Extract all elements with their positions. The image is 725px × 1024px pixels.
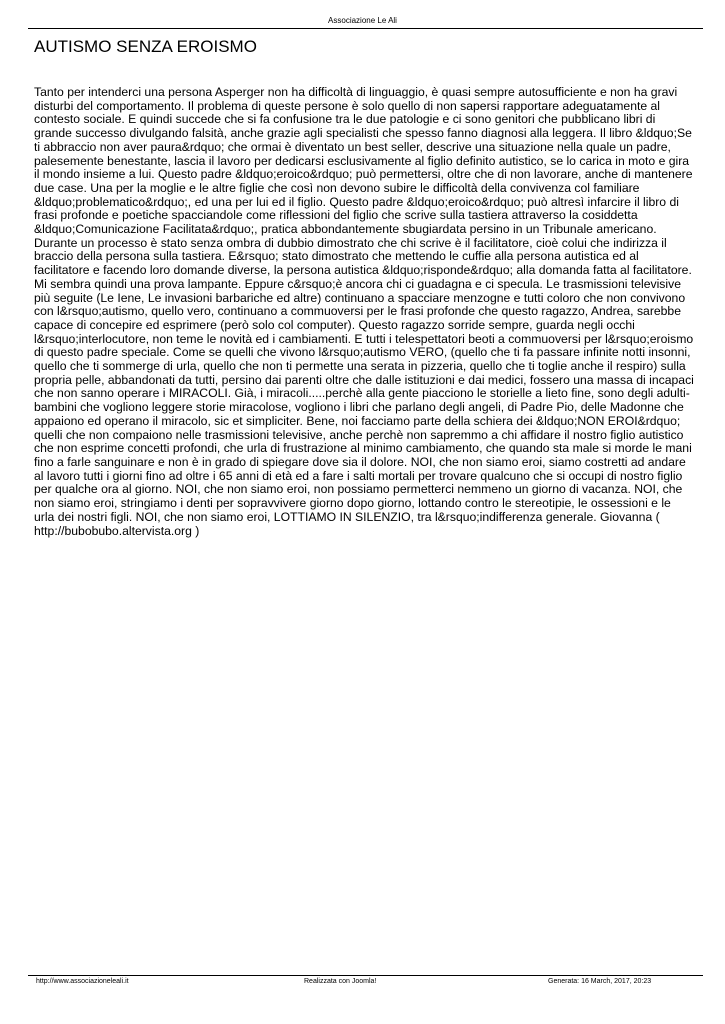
footer-generated-date: Generata: 16 March, 2017, 20:23 <box>548 978 652 985</box>
site-header: Associazione Le Ali <box>328 16 397 25</box>
footer-divider <box>28 975 703 976</box>
page-footer <box>36 977 686 987</box>
footer-cms-credit: Realizzata con Joomla! <box>304 978 377 985</box>
article-body: Tanto per intenderci una persona Asperger non ha difficoltà di linguaggio, è quasi sempre autosufficiente e non ha gravi disturbi del comportamento. Il problema di queste persone è solo quello di non sapersi rapportare adeguatamente al contesto sociale. E quindi succede che si fa confusione tra le due patologie e ci sono genitori che pubblicano libri di grande successo divulgando falsità, anche grazie agli specialisti che spesso fanno diagnosi alla leggera. Il libro &ldquo;Se ti abbraccio non aver paura&rdquo; che ormai è diventato un best seller, descrive una situazione nella quale un padre, palesemente benestante, lascia il lavoro per dedicarsi esclusivamente al figlio definito autistico, se lo carica in moto e gira il mondo insieme a lui. Questo padre &ldquo;eroico&rdquo; può permettersi, oltre che di non lavorare, anche di mantenere due case. Una per la moglie e le altre figlie che così non devono subire le difficoltà della convivenza col familiare &ldquo;problematico&rdquo;, ed una per lui ed il figlio. Questo padre &ldquo;eroico&rdquo; può altresì infarcire il libro di frasi profonde e poetiche spacciandole come riflessioni del figlio che scrive sulla tastiera attraverso la cosiddetta &ldquo;Comunicazione Facilitata&rdquo;, pratica abbondantemente sbugiardata persino in un Tribunale americano. Durante un processo è stato senza ombra di dubbio dimostrato che chi scrive è il facilitatore, cioè colui che indirizza il braccio della persona sulla tastiera. E&rsquo; stato dimostrato che mettendo le cuffie alla persona autistica ed al facilitatore e facendo loro domande diverse, la persona autistica &ldquo;risponde&rdquo; alla domanda fatta al facilitatore. Mi sembra quindi una prova lampante. Eppure c&rsquo;è ancora chi ci guadagna e ci specula. Le trasmissioni televisive più seguite (Le Iene, Le invasioni barbariche ed altre) continuano a spacciare menzogne e tutti coloro che non convivono con l&rsquo;autismo, quello vero, continuano a commuoversi per le frasi profonde che questo ragazzo, Andrea, sarebbe capace di concepire ed esprimere (però solo col computer). Questo ragazzo sorride sempre, guarda negli occhi l&rsquo;interlocutore, non teme le novità ed i cambiamenti. E tutti i telespettatori beoti a commuoversi per l&rsquo;eroismo di questo padre speciale. Come se quelli che vivono l&rsquo;autismo VERO, (quello che ti fa passare infinite notti insonni, quello che ti sommerge di urla, quello che non ti permette una serata in pizzeria, quello che ti toglie anche il respiro) sulla propria pelle, abbandonati da tutti, persino dai parenti oltre che dalle istituzioni e dai medici, fossero una massa di incapaci che non sanno operare i MIRACOLI. Già, i miracoli.....perchè alla gente piacciono le storielle a lieto fine, sono degli adulti-bambini che vogliono leggere storie miracolose, vogliono i libri che parlano degli angeli, di Padre Pio, delle Madonne che appaiono ed operano il miracolo, sic et simpliciter. Bene, noi facciamo parte della schiera dei &ldquo;NON EROI&rdquo; quelli che non compaiono nelle trasmissioni televisive, anche perchè non sapremmo a chi affidare il nostro figlio autistico che non esprime concetti profondi, che urla di frustrazione al minimo cambiamento, che quando sta male si morde le mani fino a farle sanguinare e non è in grado di spiegare dove sia il dolore. NOI, che non siamo eroi, siamo costretti ad andare al lavoro tutti i giorni fino ad oltre i 65 anni di età ed a fare i salti mortali per trovare qualcuno che si occupi di nostro figlio per qualche ora al giorno. NOI, che non siamo eroi, non possiamo permetterci nemmeno un giorno di vacanza. NOI, che non siamo eroi, stringiamo i denti per sopravvivere giorno dopo giorno, lottando contro le stereotipie, le ossessioni e le urla dei nostri figli. NOI, che non siamo eroi, LOTTIAMO IN SILENZIO, tra l&rsquo;indifferenza generale. Giovanna ( http://bubobubo.altervista.org ) <box>34 85 694 538</box>
article-title: AUTISMO SENZA EROISMO <box>34 37 257 56</box>
footer-site-url: http://www.associazioneleali.it <box>36 978 129 985</box>
header-divider <box>28 28 703 29</box>
